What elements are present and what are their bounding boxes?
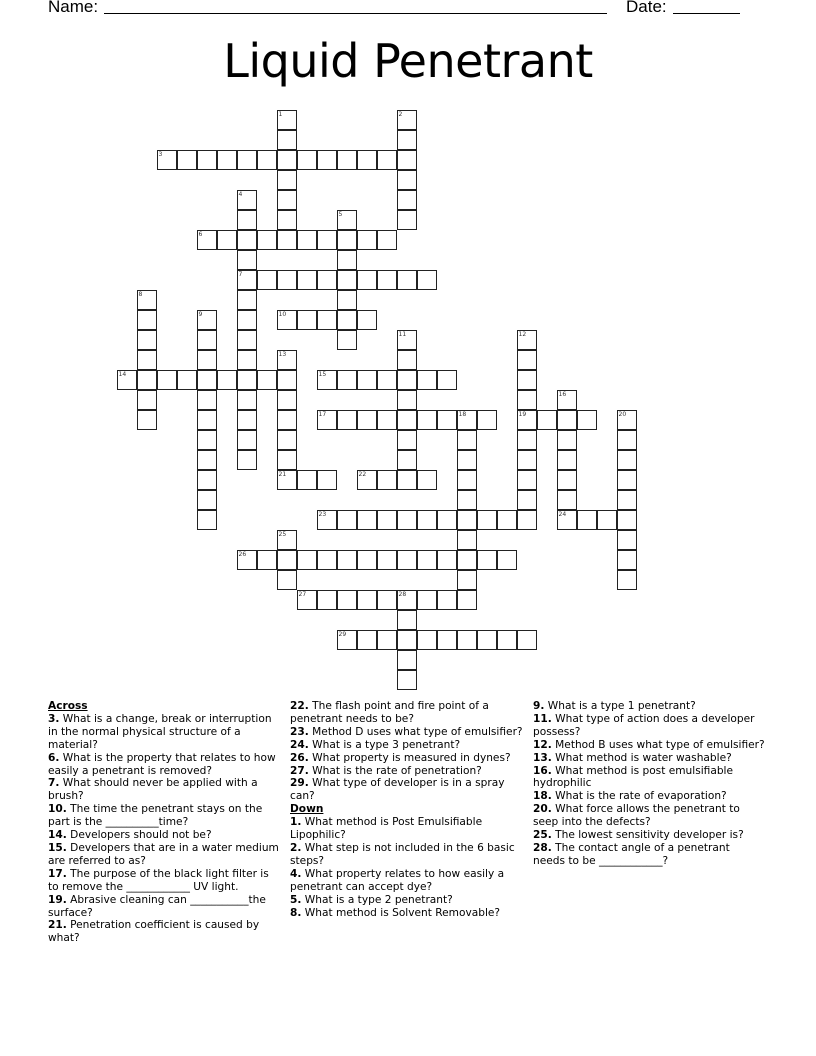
clue-across-15: 15. Developers that are in a water medium are referred to as?: [48, 841, 279, 867]
crossword-cell[interactable]: [297, 590, 317, 610]
crossword-cell[interactable]: [357, 410, 377, 430]
clue-across-29: 29. What type of developer is in a spray can?: [290, 777, 505, 803]
clue-number: 23: [318, 510, 327, 518]
crossword-cell[interactable]: [497, 550, 517, 570]
crossword-cell[interactable]: [457, 450, 477, 470]
crossword-cell[interactable]: [377, 230, 397, 250]
crossword-cell[interactable]: [337, 590, 357, 610]
clue-across-24: 24. What is a type 3 penetrant?: [290, 738, 461, 751]
clue-number: 13: [278, 350, 287, 358]
crossword-cell[interactable]: [137, 310, 157, 330]
crossword-cell[interactable]: [337, 210, 357, 230]
crossword-cell[interactable]: [197, 350, 217, 370]
crossword-cell[interactable]: [337, 150, 357, 170]
crossword-cell[interactable]: [497, 510, 517, 530]
clue-number: 2: [398, 110, 403, 118]
crossword-cell[interactable]: [237, 550, 257, 570]
crossword-cell[interactable]: [617, 470, 637, 490]
clue-down-5: 5. What is a type 2 penetrant?: [290, 893, 453, 906]
crossword-cell[interactable]: [517, 630, 537, 650]
crossword-cell[interactable]: [317, 150, 337, 170]
clue-number: 10: [278, 310, 287, 318]
crossword-cell[interactable]: [277, 130, 297, 150]
crossword-cell[interactable]: [277, 170, 297, 190]
crossword-cell[interactable]: [457, 630, 477, 650]
crossword-cell[interactable]: [617, 510, 637, 530]
clue-number: 22: [358, 470, 367, 478]
crossword-cell[interactable]: [297, 150, 317, 170]
crossword-cell[interactable]: [557, 510, 577, 530]
crossword-cell[interactable]: [617, 530, 637, 550]
crossword-cell[interactable]: [277, 150, 297, 170]
crossword-cell[interactable]: [237, 310, 257, 330]
crossword-cell[interactable]: [517, 510, 537, 530]
crossword-cell[interactable]: [397, 470, 417, 490]
crossword-cell[interactable]: [617, 410, 637, 430]
crossword-cell[interactable]: [457, 470, 477, 490]
crossword-cell[interactable]: [617, 490, 637, 510]
crossword-cell[interactable]: [397, 390, 417, 410]
crossword-cell[interactable]: [237, 390, 257, 410]
crossword-cell[interactable]: [357, 630, 377, 650]
crossword-cell[interactable]: [197, 330, 217, 350]
clues-column-1: [48, 700, 280, 945]
crossword-cell[interactable]: [197, 490, 217, 510]
clue-across-27: 27. What is the rate of penetration?: [290, 764, 482, 777]
crossword-cell[interactable]: [277, 390, 297, 410]
crossword-cell[interactable]: [237, 230, 257, 250]
crossword-cell[interactable]: [397, 210, 417, 230]
crossword-cell[interactable]: [397, 370, 417, 390]
crossword-cell[interactable]: [297, 470, 317, 490]
crossword-cell[interactable]: [617, 450, 637, 470]
crossword-cell[interactable]: [237, 330, 257, 350]
crossword-cell[interactable]: [417, 510, 437, 530]
date-field[interactable]: [673, 13, 740, 14]
clue-down-28: 28. The contact angle of a penetrant needs to be ____________?: [533, 841, 730, 867]
crossword-cell[interactable]: [357, 590, 377, 610]
crossword-cell[interactable]: [257, 370, 277, 390]
crossword-cell[interactable]: [277, 310, 297, 330]
crossword-cell[interactable]: [417, 270, 437, 290]
crossword-cell[interactable]: [197, 370, 217, 390]
crossword-cell[interactable]: [557, 490, 577, 510]
crossword-cell[interactable]: [257, 150, 277, 170]
clue-down-8: 8. What method is Solvent Removable?: [290, 906, 501, 919]
crossword-cell[interactable]: [437, 510, 457, 530]
crossword-cell[interactable]: [517, 350, 537, 370]
clue-across-21: 21. Penetration coefficient is caused by what?: [48, 919, 260, 945]
crossword-cell[interactable]: [257, 230, 277, 250]
crossword-cell[interactable]: [397, 510, 417, 530]
crossword-cell[interactable]: [617, 550, 637, 570]
crossword-cell[interactable]: [517, 490, 537, 510]
crossword-cell[interactable]: [397, 190, 417, 210]
crossword-cell[interactable]: [417, 630, 437, 650]
clue-across-17: 17. The purpose of the black light filter is to remove the ____________ UV light.: [48, 867, 269, 893]
crossword-cell[interactable]: [197, 510, 217, 530]
clue-down-18: 18. What is the rate of evaporation?: [533, 790, 727, 803]
crossword-cell[interactable]: [237, 370, 257, 390]
crossword-cell[interactable]: [237, 430, 257, 450]
crossword-cell[interactable]: [197, 310, 217, 330]
crossword-cell[interactable]: [397, 610, 417, 630]
crossword-cell[interactable]: [277, 230, 297, 250]
crossword-cell[interactable]: [397, 450, 417, 470]
clue-number: 16: [558, 390, 567, 398]
clues-column-2: [290, 700, 526, 919]
crossword-cell[interactable]: [397, 670, 417, 690]
clue-number: 8: [138, 290, 143, 298]
clue-across-19: 19. Abrasive cleaning can ___________the surface?: [48, 893, 266, 919]
crossword-cell[interactable]: [317, 310, 337, 330]
crossword-cell[interactable]: [157, 370, 177, 390]
crossword-cell[interactable]: [397, 590, 417, 610]
crossword-cell[interactable]: [357, 370, 377, 390]
crossword-cell[interactable]: [277, 450, 297, 470]
clue-down-25: 25. The lowest sensitivity developer is?: [533, 829, 744, 842]
crossword-cell[interactable]: [397, 170, 417, 190]
clue-across-14: 14. Developers should not be?: [48, 829, 212, 842]
crossword-cell[interactable]: [137, 290, 157, 310]
crossword-cell[interactable]: [357, 510, 377, 530]
crossword-cell[interactable]: [517, 410, 537, 430]
crossword-cell[interactable]: [237, 350, 257, 370]
crossword-cell[interactable]: [377, 630, 397, 650]
crossword-cell[interactable]: [197, 230, 217, 250]
crossword-cell[interactable]: [217, 370, 237, 390]
page-title: Liquid Penetrant: [223, 34, 593, 88]
crossword-cell[interactable]: [317, 510, 337, 530]
crossword-cell[interactable]: [357, 550, 377, 570]
crossword-cell[interactable]: [277, 410, 297, 430]
clue-number: 3: [158, 150, 163, 158]
crossword-cell[interactable]: [437, 590, 457, 610]
crossword-cell[interactable]: [197, 410, 217, 430]
crossword-cell[interactable]: [377, 410, 397, 430]
crossword-cell[interactable]: [597, 510, 617, 530]
crossword-cell[interactable]: [377, 150, 397, 170]
crossword-cell[interactable]: [257, 270, 277, 290]
crossword-cell[interactable]: [197, 450, 217, 470]
crossword-cell[interactable]: [397, 410, 417, 430]
crossword-cell[interactable]: [377, 550, 397, 570]
crossword-cell[interactable]: [417, 410, 437, 430]
crossword-cell[interactable]: [517, 450, 537, 470]
crossword-cell[interactable]: [317, 370, 337, 390]
name-label: Name:: [48, 0, 99, 16]
crossword-cell[interactable]: [437, 550, 457, 570]
clue-number: 4: [238, 190, 243, 198]
crossword-cell[interactable]: [397, 150, 417, 170]
clue-across-10: 10. The time the penetrant stays on the part is the __________time?: [48, 803, 263, 829]
crossword-cell[interactable]: [517, 370, 537, 390]
crossword-cell[interactable]: [277, 270, 297, 290]
crossword-cell[interactable]: [417, 370, 437, 390]
crossword-cell[interactable]: [477, 410, 497, 430]
crossword-cell[interactable]: [337, 330, 357, 350]
clue-number: 9: [198, 310, 203, 318]
clue-number: 24: [558, 510, 567, 518]
crossword-grid: [117, 110, 657, 690]
crossword-cell[interactable]: [337, 510, 357, 530]
clue-across-7: 7. What should never be applied with a brush?: [48, 777, 258, 803]
clue-down-2: 2. What step is not included in the 6 basic steps?: [290, 841, 515, 867]
crossword-cell[interactable]: [477, 550, 497, 570]
worksheet-header: [48, 0, 768, 19]
clue-number: 21: [278, 470, 287, 478]
crossword-cell[interactable]: [397, 550, 417, 570]
crossword-cell[interactable]: [237, 450, 257, 470]
crossword-cell[interactable]: [317, 550, 337, 570]
clue-number: 7: [238, 270, 243, 278]
crossword-cell[interactable]: [397, 430, 417, 450]
crossword-cell[interactable]: [277, 110, 297, 130]
clue-across-22: 22. The flash point and fire point of a penetrant needs to be?: [290, 700, 489, 725]
crossword-cell[interactable]: [517, 470, 537, 490]
clue-across-26: 26. What property is measured in dynes?: [290, 751, 511, 764]
crossword-cell[interactable]: [517, 390, 537, 410]
clue-number: 29: [338, 630, 347, 638]
name-field[interactable]: [104, 13, 607, 14]
clue-number: 28: [398, 590, 407, 598]
crossword-cell[interactable]: [517, 430, 537, 450]
crossword-cell[interactable]: [317, 410, 337, 430]
crossword-cell[interactable]: [457, 590, 477, 610]
date-label: Date:: [626, 0, 667, 16]
crossword-cell[interactable]: [117, 370, 137, 390]
crossword-cell[interactable]: [217, 230, 237, 250]
crossword-cell[interactable]: [277, 370, 297, 390]
crossword-cell[interactable]: [377, 590, 397, 610]
crossword-cell[interactable]: [197, 390, 217, 410]
crossword-cell[interactable]: [337, 410, 357, 430]
crossword-cell[interactable]: [397, 330, 417, 350]
crossword-cell[interactable]: [457, 490, 477, 510]
crossword-cell[interactable]: [577, 410, 597, 430]
crossword-cell[interactable]: [557, 450, 577, 470]
clue-number: 12: [518, 330, 527, 338]
crossword-cell[interactable]: [277, 350, 297, 370]
crossword-cell[interactable]: [237, 410, 257, 430]
clue-down-9: 9. What is a type 1 penetrant?: [533, 700, 696, 712]
crossword-cell[interactable]: [437, 630, 457, 650]
crossword-cell[interactable]: [217, 150, 237, 170]
crossword-cell[interactable]: [337, 550, 357, 570]
crossword-cell[interactable]: [397, 350, 417, 370]
crossword-cell[interactable]: [237, 210, 257, 230]
crossword-cell[interactable]: [297, 230, 317, 250]
crossword-cell[interactable]: [457, 550, 477, 570]
clue-down-12: 12. Method B uses what type of emulsifier?: [533, 738, 765, 751]
crossword-cell[interactable]: [377, 510, 397, 530]
crossword-cell[interactable]: [277, 550, 297, 570]
clue-across-23: 23. Method D uses what type of emulsifier?: [290, 725, 523, 738]
crossword-cell[interactable]: [377, 470, 397, 490]
clue-number: 5: [338, 210, 343, 218]
crossword-cell[interactable]: [437, 410, 457, 430]
crossword-cell[interactable]: [237, 190, 257, 210]
crossword-cell[interactable]: [337, 310, 357, 330]
crossword-cell[interactable]: [277, 210, 297, 230]
crossword-cell[interactable]: [317, 230, 337, 250]
crossword-cell[interactable]: [397, 110, 417, 130]
crossword-cell[interactable]: [337, 250, 357, 270]
crossword-cell[interactable]: [277, 470, 297, 490]
down-heading: Down: [290, 803, 324, 816]
crossword-cell[interactable]: [357, 310, 377, 330]
crossword-cell[interactable]: [417, 590, 437, 610]
crossword-cell[interactable]: [277, 190, 297, 210]
crossword-cell[interactable]: [557, 430, 577, 450]
crossword-cell[interactable]: [457, 410, 477, 430]
clue-number: 15: [318, 370, 327, 378]
crossword-cell[interactable]: [377, 370, 397, 390]
crossword-cell[interactable]: [357, 270, 377, 290]
clue-number: 18: [458, 410, 467, 418]
clue-down-16: 16. What method is post emulsifiable hydrophilic: [533, 764, 734, 790]
clue-down-1: 1. What method is Post Emulsifiable Lipophilic?: [290, 816, 483, 842]
crossword-cell[interactable]: [557, 470, 577, 490]
clue-number: 19: [518, 410, 527, 418]
crossword-cell[interactable]: [137, 350, 157, 370]
crossword-cell[interactable]: [237, 290, 257, 310]
clue-number: 25: [278, 530, 287, 538]
crossword-cell[interactable]: [397, 630, 417, 650]
clue-number: 27: [298, 590, 307, 598]
crossword-cell[interactable]: [357, 230, 377, 250]
crossword-cell[interactable]: [337, 630, 357, 650]
crossword-cell[interactable]: [277, 530, 297, 550]
clue-number: 14: [118, 370, 127, 378]
crossword-cell[interactable]: [497, 630, 517, 650]
crossword-cell[interactable]: [257, 550, 277, 570]
crossword-cell[interactable]: [137, 330, 157, 350]
clue-across-6: 6. What is the property that relates to how easily a penetrant is removed?: [48, 751, 276, 777]
crossword-cell[interactable]: [177, 370, 197, 390]
crossword-cell[interactable]: [277, 570, 297, 590]
crossword-cell[interactable]: [457, 570, 477, 590]
clue-number: 17: [318, 410, 327, 418]
clue-down-20: 20. What force allows the penetrant to seep into the defects?: [533, 803, 740, 829]
crossword-cell[interactable]: [317, 270, 337, 290]
crossword-cell[interactable]: [337, 270, 357, 290]
crossword-cell[interactable]: [417, 470, 437, 490]
crossword-cell[interactable]: [517, 330, 537, 350]
clue-number: 26: [238, 550, 247, 558]
crossword-cell[interactable]: [617, 570, 637, 590]
crossword-cell[interactable]: [357, 470, 377, 490]
clue-across-3: 3. What is a change, break or interruption in the normal physical structure of a material?: [48, 712, 272, 751]
crossword-cell[interactable]: [137, 390, 157, 410]
crossword-cell[interactable]: [457, 530, 477, 550]
clue-down-11: 11. What type of action does a developer possess?: [533, 712, 755, 738]
crossword-cell[interactable]: [297, 550, 317, 570]
crossword-cell[interactable]: [137, 370, 157, 390]
crossword-cell[interactable]: [337, 290, 357, 310]
crossword-cell[interactable]: [397, 270, 417, 290]
clue-down-13: 13. What method is water washable?: [533, 751, 732, 764]
crossword-cell[interactable]: [457, 510, 477, 530]
crossword-cell[interactable]: [277, 430, 297, 450]
crossword-cell[interactable]: [237, 250, 257, 270]
crossword-cell[interactable]: [317, 470, 337, 490]
crossword-cell[interactable]: [337, 230, 357, 250]
crossword-cell[interactable]: [317, 590, 337, 610]
crossword-cell[interactable]: [197, 430, 217, 450]
crossword-cell[interactable]: [397, 650, 417, 670]
clue-number: 11: [398, 330, 407, 338]
crossword-cell[interactable]: [397, 130, 417, 150]
crossword-cell[interactable]: [377, 270, 397, 290]
crossword-cell[interactable]: [417, 550, 437, 570]
crossword-cell[interactable]: [457, 430, 477, 450]
crossword-cell[interactable]: [477, 510, 497, 530]
crossword-cell[interactable]: [297, 310, 317, 330]
crossword-cell[interactable]: [557, 410, 577, 430]
crossword-cell[interactable]: [137, 410, 157, 430]
clues-column-3: [533, 700, 765, 868]
crossword-cell[interactable]: [557, 390, 577, 410]
crossword-cell[interactable]: [357, 150, 377, 170]
crossword-cell[interactable]: [537, 410, 557, 430]
crossword-cell[interactable]: [177, 150, 197, 170]
clue-number: 1: [278, 110, 283, 118]
crossword-cell[interactable]: [477, 630, 497, 650]
crossword-cell[interactable]: [237, 150, 257, 170]
crossword-cell[interactable]: [197, 150, 217, 170]
clue-down-4: 4. What property relates to how easily a penetrant can accept dye?: [290, 867, 505, 893]
crossword-cell[interactable]: [157, 150, 177, 170]
clue-number: 6: [198, 230, 203, 238]
crossword-cell[interactable]: [237, 270, 257, 290]
crossword-cell[interactable]: [437, 370, 457, 390]
clue-number: 20: [618, 410, 627, 418]
crossword-cell[interactable]: [337, 370, 357, 390]
crossword-cell[interactable]: [297, 270, 317, 290]
crossword-cell[interactable]: [617, 430, 637, 450]
across-heading: Across: [48, 700, 88, 712]
crossword-cell[interactable]: [577, 510, 597, 530]
crossword-cell[interactable]: [197, 470, 217, 490]
